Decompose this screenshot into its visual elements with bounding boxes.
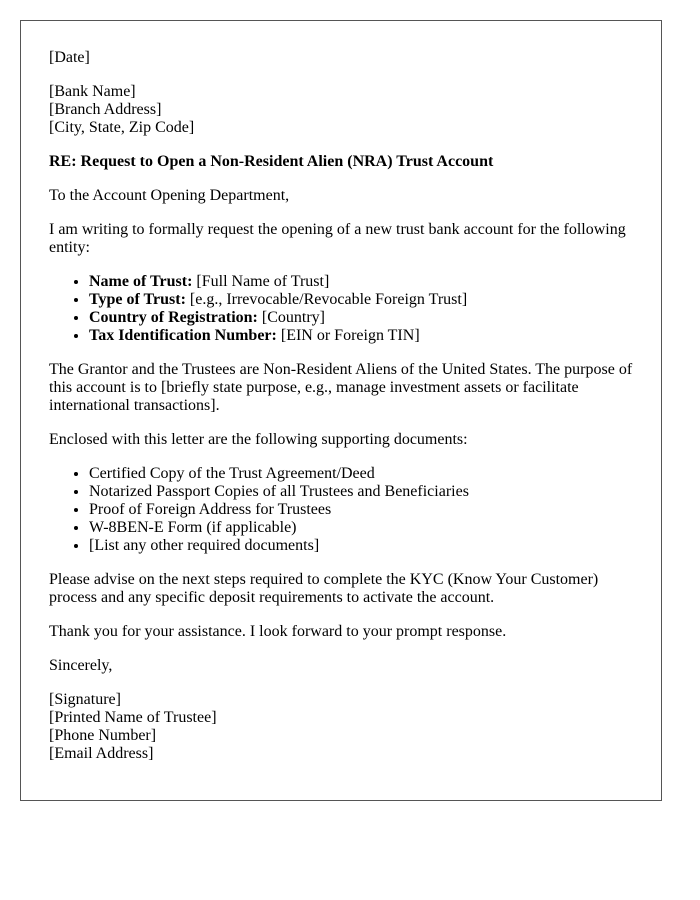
date: [Date] — [49, 49, 90, 66]
phone-number: [Phone Number] — [49, 727, 157, 744]
item-value: [Country] — [261, 309, 325, 326]
email-address: [Email Address] — [49, 745, 154, 762]
list-item: • Certified Copy of the Trust Agreement/Deed — [89, 465, 633, 483]
list-item: • W-8BEN-E Form (if applicable) — [89, 519, 633, 537]
enclosures-intro: Enclosed with this letter are the following supporting documents: — [49, 431, 468, 448]
item-value: [Full Name of Trust] — [196, 273, 330, 290]
intro-paragraph: I am writing to formally request the opening of a new trust bank account for the following entity: — [49, 221, 626, 256]
enclosures-list — [49, 465, 633, 555]
closing: Sincerely, — [49, 657, 113, 674]
list-item: • [List any other required documents] — [89, 537, 633, 555]
purpose-paragraph: The Grantor and the Trustees are Non-Resident Aliens of the United States. The purpose of this account is to [briefly state purpose, e.g., manage investment assets or facilitate international transactions]. — [49, 361, 633, 414]
list-item: • Notarized Passport Copies of all Trustees and Beneficiaries — [89, 483, 633, 501]
signature-block — [49, 691, 633, 763]
salutation: To the Account Opening Department, — [49, 187, 290, 204]
letter — [20, 20, 662, 801]
item-value: [EIN or Foreign TIN] — [280, 327, 420, 344]
list-item: • Proof of Foreign Address for Trustees — [89, 501, 633, 519]
branch-address: [Branch Address] — [49, 101, 162, 118]
bank-name: [Bank Name] — [49, 83, 136, 100]
item-label: Country of Registration: — [89, 309, 258, 326]
list-item — [89, 273, 633, 291]
entity-details-list — [49, 273, 633, 345]
list-item — [89, 291, 633, 309]
printed-name: [Printed Name of Trustee] — [49, 709, 217, 726]
item-value: [e.g., Irrevocable/Revocable Foreign Trust] — [189, 291, 468, 308]
list-item — [89, 309, 633, 327]
subject-line — [49, 153, 633, 171]
list-item — [89, 327, 633, 345]
item-label: Type of Trust: — [89, 291, 186, 308]
subject-text: RE: Request to Open a Non-Resident Alien (NRA) Trust Account — [49, 153, 494, 170]
recipient-address — [49, 83, 633, 137]
city-state-zip: [City, State, Zip Code] — [49, 119, 195, 136]
item-label: Name of Trust: — [89, 273, 193, 290]
thanks-paragraph: Thank you for your assistance. I look forward to your prompt response. — [49, 623, 507, 640]
item-label: Tax Identification Number: — [89, 327, 277, 344]
next-steps-paragraph: Please advise on the next steps required to complete the KYC (Know Your Customer) process and any specific deposit requirements to activate the account. — [49, 571, 599, 606]
signature: [Signature] — [49, 691, 121, 708]
